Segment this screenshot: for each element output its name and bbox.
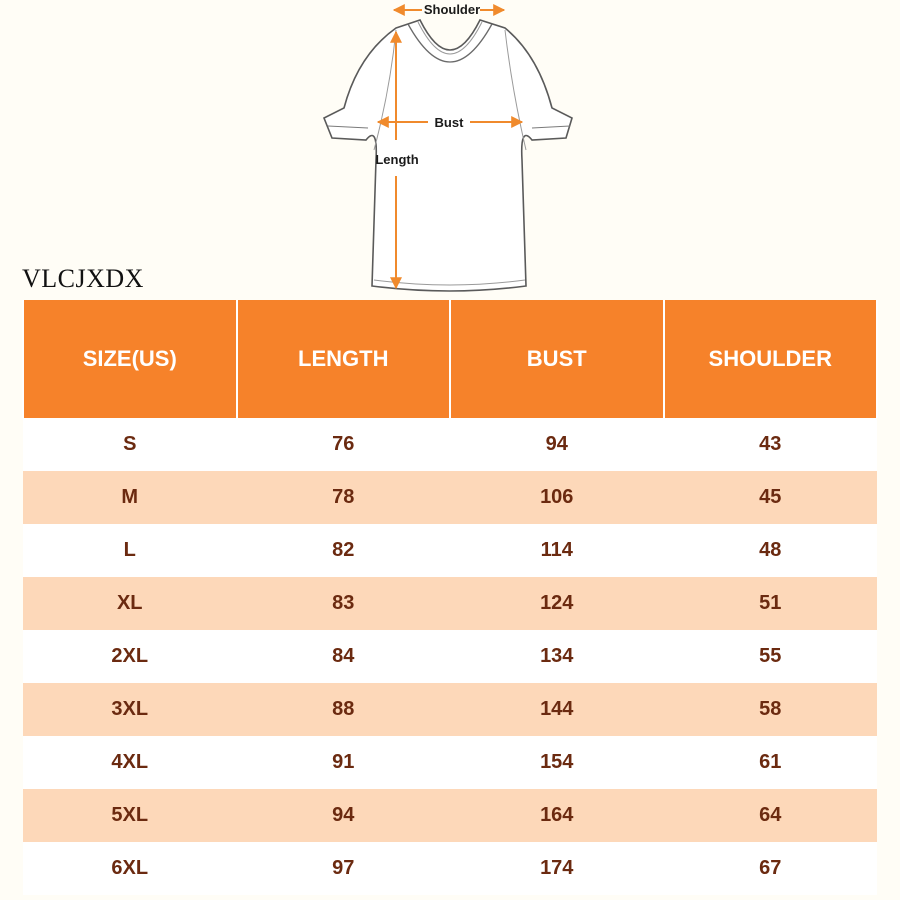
table-row	[23, 471, 877, 524]
bust-label: Bust	[434, 115, 464, 130]
length-cell: 94	[237, 789, 451, 842]
v-neck-tshirt-icon	[300, 0, 600, 300]
header-bust: BUST	[450, 300, 664, 418]
size-cell: S	[23, 418, 237, 471]
bust-cell: 164	[450, 789, 664, 842]
size-cell: 5XL	[23, 789, 237, 842]
table-row	[23, 683, 877, 736]
shoulder-cell: 51	[664, 577, 878, 630]
size-chart-table	[22, 300, 878, 895]
size-cell: M	[23, 471, 237, 524]
shoulder-cell: 64	[664, 789, 878, 842]
shoulder-cell: 67	[664, 842, 878, 895]
table-row	[23, 524, 877, 577]
shoulder-cell: 43	[664, 418, 878, 471]
table-row	[23, 577, 877, 630]
shoulder-label: Shoulder	[423, 2, 481, 17]
length-cell: 84	[237, 630, 451, 683]
length-cell: 78	[237, 471, 451, 524]
bust-cell: 114	[450, 524, 664, 577]
table-row	[23, 418, 877, 471]
shoulder-cell: 48	[664, 524, 878, 577]
table-row	[23, 842, 877, 895]
header-length: LENGTH	[237, 300, 451, 418]
bust-cell: 174	[450, 842, 664, 895]
table-row	[23, 630, 877, 683]
size-cell: 2XL	[23, 630, 237, 683]
bust-cell: 144	[450, 683, 664, 736]
bust-cell: 134	[450, 630, 664, 683]
length-cell: 91	[237, 736, 451, 789]
length-cell: 88	[237, 683, 451, 736]
size-cell: 6XL	[23, 842, 237, 895]
length-cell: 97	[237, 842, 451, 895]
bust-cell: 94	[450, 418, 664, 471]
brand-name: VLCJXDX	[22, 264, 144, 293]
shoulder-cell: 61	[664, 736, 878, 789]
table-row	[23, 736, 877, 789]
bust-cell: 106	[450, 471, 664, 524]
measurement-diagram	[300, 0, 600, 300]
length-cell: 82	[237, 524, 451, 577]
table-header-row	[23, 300, 877, 418]
length-label: Length	[375, 152, 419, 167]
shoulder-cell: 55	[664, 630, 878, 683]
size-cell: L	[23, 524, 237, 577]
size-cell: 4XL	[23, 736, 237, 789]
size-cell: XL	[23, 577, 237, 630]
shoulder-cell: 45	[664, 471, 878, 524]
table-row	[23, 789, 877, 842]
size-cell: 3XL	[23, 683, 237, 736]
shoulder-cell: 58	[664, 683, 878, 736]
header-size: SIZE(US)	[23, 300, 237, 418]
bust-cell: 154	[450, 736, 664, 789]
bust-cell: 124	[450, 577, 664, 630]
length-cell: 83	[237, 577, 451, 630]
header-shoulder: SHOULDER	[664, 300, 878, 418]
length-cell: 76	[237, 418, 451, 471]
tshirt-outline	[324, 20, 572, 291]
